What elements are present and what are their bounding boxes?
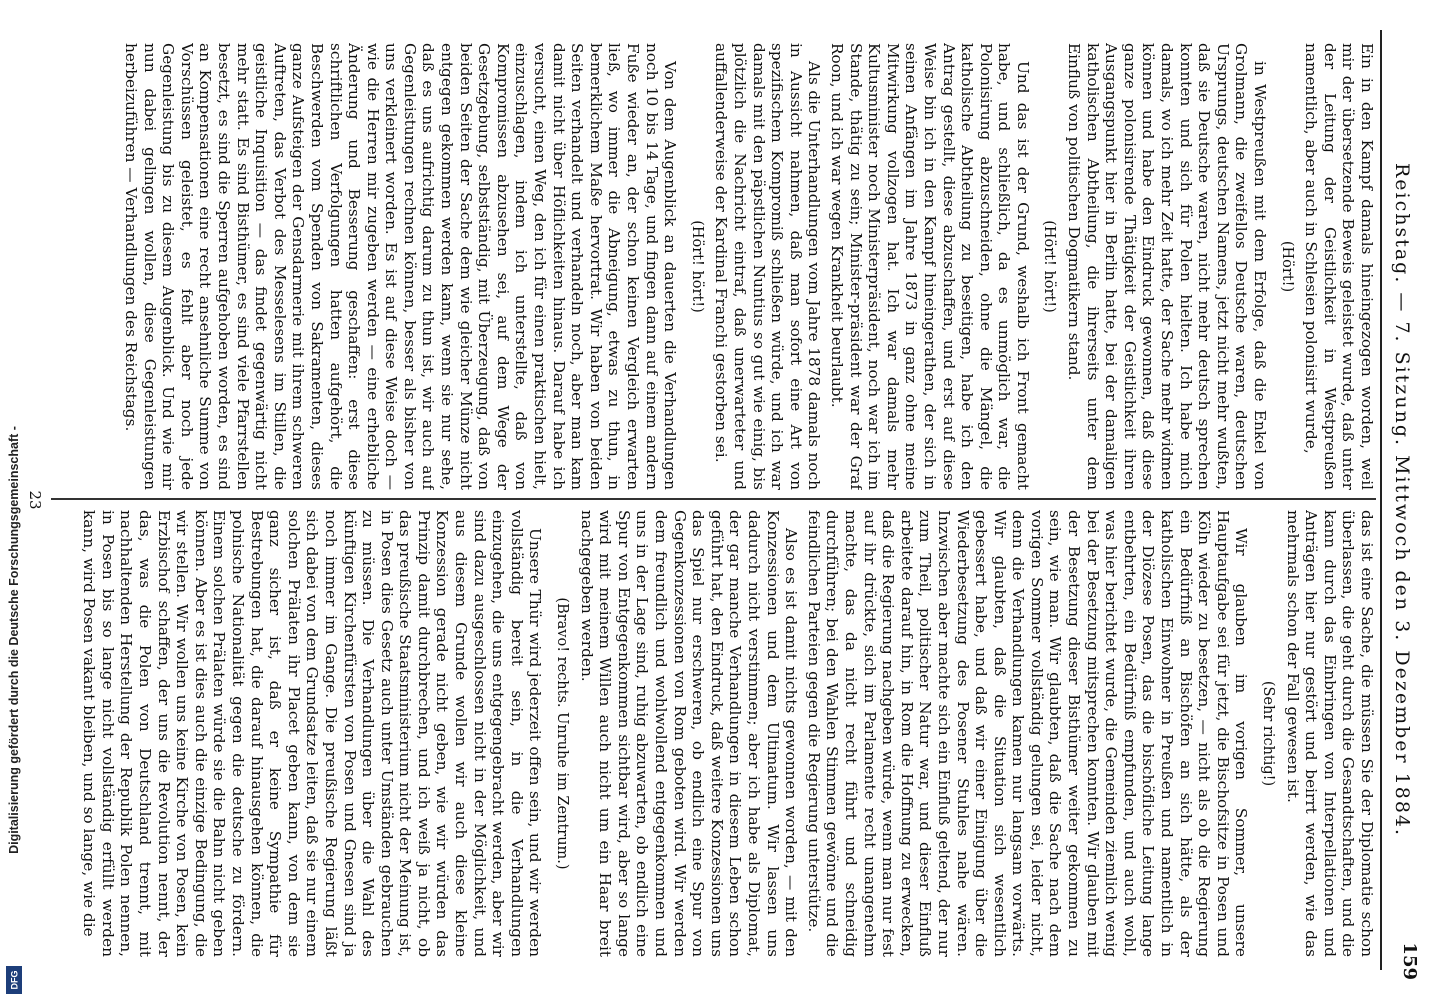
paragraph: Unsere Thür wird jederzeit offen sein, und wir werden vollständig bereit sein, in die Verhandlungen einzugehen, die uns entgegengebracht werden, aber wir sind dazu ausgeschlossen nicht in der Möglichkeit, und aus diesem Grunde wollen wir auch diese kleine Konzession gerade nicht geben, wie wir würden das Prinzip damit durchbrechen, und ich weiß ja nicht, ob das preußische Staatsministerium nicht der Meinung ist, in Posen dies Gesetz auch unter Umständen gebrauchen zu müssen. Die Verhandlungen über die Wahl des künftigen Kirchenfürsten von Posen und Gnesen sind ja noch immer im Gange. Die preußische Regierung läßt sich dabei von dem Grundsatze leiten, daß sie nur einem solchen Prälaten ihr Placet geben kann, von dem sie ganz sicher ist, daß er keine Sympathie für Bestrebungen hat, die darauf hinausgehen können, die polnische Nationalität gegen die deutsche zu fördern. Einem solchen Prälaten würde sie die Bahn nicht geben können. Aber es ist dies auch die einzige Bedingung, die wir stellen. Wir wollen uns keine Kirche von Posen, kein Erzbischof schaffen, der uns die Revolution nennt, der das, was die Polen von Deutschland trennt, mit nachhaltenden Herstellung der Republik Polen nennen, in Posen bis so lange nicht vollständig erfüllt werden kann, wird Posen vakant bleiben, und so lange, wie die bbox=[80, 510, 545, 957]
interjection: (Bravo! rechts. Unruhe im Zentrum.) bbox=[554, 597, 571, 870]
paragraph: Also es ist damit nichts gewonnen worden, — mit den Konzessionen und dem Ultimatum. Wir lassen uns dadurch nicht verstimmen; aber ich habe als Diplomat, der gar manche Verhandlungen in diesem Leben schon geführt hat, den Eindruck, daß weitere Konzessionen uns das Spiel nur erschweren, ob endlich eine Spur von Gegenkonzessionen von Rom geboten wird. Wir werden dem freundlich und wohlwollend entgegenkommen und uns in der Lage sind, ruhig abzuwarten, ob endlich eine Spur von Entgegenkommen sichtbar wird, aber so lange wird mit meinem Willen auch nicht um ein Haar breit nachgegeben werden. bbox=[577, 510, 801, 957]
sheet-number: 23 bbox=[26, 490, 44, 510]
paragraph: Wir glauben im vorigen Sommer, unsere Hauptaufgabe sei für jetzt, die Bischofsitze in Posen und Köln wieder zu besetzen, — nicht als ob die Regierung ein Bedürfniß an Bischöfen an sich hätte, als der katholischen Einwohner in Preußen und namentlich in der Diözese Posen, das die bischöfliche Leitung lange entbehrten, ein Bedürfniß empfunden, und auch wohl, was hier berichtet wurde, die Gemeinden ziemlich wenig bei der Besetzung mitsprechen konnten. Wir glauben mit der Besetzung dieser Bisthümer weiter gekommen zu sein, wie man. Wir glaubten, daß die Sache nach dem vorigen Sommer vollständig gelungen sei, leider nicht, denn die Verhandlungen kamen nur langsam vorwärts. Wir glaubten, daß die Situation sich wesentlich gebessert habe, und daß wir einer Einigung über die Wiederbesetzung des Posener Stuhles nahe wären. Inzwischen aber machte sich ein Einfluß geltend, der nur zum Theil, politischer Natur war, und dieser Einfluß arbeitete darauf hin, in Rom die Hoffnung zu erwecken, daß die Regierung nachgeben würde, wenn man nur fest auf ihr drückte, sich im Parlamente recht unangenehm machte, das da nicht recht führt und schneidig durchführen; bei den Wahlen Stimmen gewönne und die feindlichen Parteien gegen die Regierung unterstütze. bbox=[804, 510, 1251, 957]
page-number: 159 bbox=[1399, 942, 1420, 980]
interjection: (Sehr richtig!) bbox=[1260, 680, 1277, 787]
interjection: (Hört! hört!) bbox=[1041, 220, 1058, 313]
left-column bbox=[56, 43, 1376, 490]
credit-text: Digitalisierung gefördert durch die Deutsche Forschungsgemeinschaft - bbox=[7, 426, 21, 854]
column-divider bbox=[51, 498, 1376, 500]
paragraph: Als die Unterhandlungen vom Jahre 1878 damals noch in Aussicht nahmen, daß man sofort eine Art von spezifischem Kompromiß schließen würde, und ich war damals mit den päpstlichen Nuntius so gut wie einig, bis plötzlich die Nachricht eintraf, daß unerwarteter und auffallenderweise der Kardinal Franchi gestorben sei. bbox=[712, 43, 824, 490]
header-title: Reichstag. — 7. Sitzung. Mittwoch den 3. Dezember 1884. bbox=[1391, 162, 1413, 838]
paragraph: in Westpreußen mit dem Erfolge, daß die Enkel von Grolmann, die zweifellos Deutsche waren, deutschen Ursprungs, deutschen Namens, jetzt nicht mehr wußten, daß sie Deutsche waren, nicht mehr deutsch sprechen konnten und sich für Polen hielten. Ich habe mich damals, wo ich mehr Zeit hatte, der Sache mehr widmen können und habe den Eindruck gewonnen, daß diese ganze polonisirende Thätigkeit der Geistlichkeit ihren Ausgangspunkt hier in Berlin hatte, bei der damaligen katholischen Abtheilung, die ihrerseits unter dem Einfluß von politischen Dogmatikern stand. bbox=[1065, 43, 1270, 490]
interjection: (Hört! hört!) bbox=[688, 220, 705, 313]
right-column bbox=[56, 510, 1376, 957]
paragraph: Und das ist der Grund, weshalb ich Front gemacht habe, und schließlich, da es unmöglich war, die Polonisirung abzuschneiden, ohne die Mängel, die katholische Abtheilung zu beseitigen, habe ich den Antrag gestellt, diese abzuschaffen, und erst auf diese Weise bin ich in den Kampf hineingerathen, der sich in seinen Anfängen im Jahre 1873 in ganz ohne meine Mitwirkung vollzogen hat. Ich war damals mehr Kultusminister noch Ministerpräsident, noch war ich im Stande, thätig zu sein; Minister-präsident war der Graf Roon, und ich war wegen Krankheit beurlaubt. bbox=[827, 43, 1032, 490]
interjection: (Hört!) bbox=[1278, 240, 1295, 293]
running-header bbox=[1382, 30, 1422, 970]
digitization-credit-strip bbox=[0, 0, 28, 1000]
dfg-logo-text: DFG bbox=[9, 970, 19, 990]
header-rule bbox=[1380, 30, 1382, 970]
paragraph: Ein in den Kampf damals hineingezogen worden, weil mir der übersetzende Beweis geleistet wurde, daß unter der Leitung der Geistlichkeit in Westpreußen namentlich, aber auch in Schlesien polonisirt wurde, bbox=[1302, 43, 1376, 490]
dfg-logo-icon bbox=[6, 966, 22, 994]
paragraph: Von dem Augenblick an dauerten die Verhandlungen noch 10 bis 14 Tage, und fingen dann auf einem andern Fuße wieder an, der schon keinen Vergleich erwarten ließ, wo immer die Abneigung, etwas zu thun, in bemerklichem Maße hervortrat. Wir haben von beiden Seiten verhandelt und verhandeln noch, aber man kam damit nicht über Höflichkeiten hinaus. Darauf habe ich versucht, einen Weg, den ich für einen praktischen hielt, einzuschlagen, indem ich unterstellte, daß von Kompromissen abzusehen sei, auf dem Wege der Gesetzgebung, selbstständig, mit Überzeugung, daß von beiden Seiten der Sache dem wie gleicher Münze nicht entgegen gekommen werden kann, wenn sie nur sehe, daß es uns aufrichtig darum zu thun ist, wir auch auf Gegenleistungen rechnen können, besser als bisher von uns verkleinert worden. Es ist auf diese Weise doch — wie die Herren mir zugeben werden — eine erhebliche Änderung und Besserung geschaffen: erst diese schriftlichen Verfolgungen hatten aufgehört, die Beschwerden vom Spenden von Sakramenten, dieses ganze Aufsteigen der Gensdarmerie mit ihrem schweren Auftreten, das Verbot des Messelesens im Stillen, die geistliche Inquisition — das findet gegenwärtig nicht mehr statt. Es sind Bisthümer, es sind viele Pfarrstellen besetzt, es sind die Sperren aufgehoben worden, es sind an Kompensationen eine recht ansehnliche Summe von Vorschüssen geleistet, es fehlt aber noch jede Gegenleistung bis zu diesem Augenblick. Und wie mir nun dabei gelingen wollen, diese Gegenleistungen herbeizuführen — Verhandlungen des Reichstags. bbox=[122, 43, 680, 490]
paragraph: das ist eine Sache, die müssen Sie der Diplomatie schon überlassen, die geht durch die Gesandtschaften, und die kann durch das Einbringen von Interpellationen und Anträgen hier nur gestört und beirrt werden, wie das mehrmals schon der Fall gewesen ist. bbox=[1283, 510, 1376, 957]
